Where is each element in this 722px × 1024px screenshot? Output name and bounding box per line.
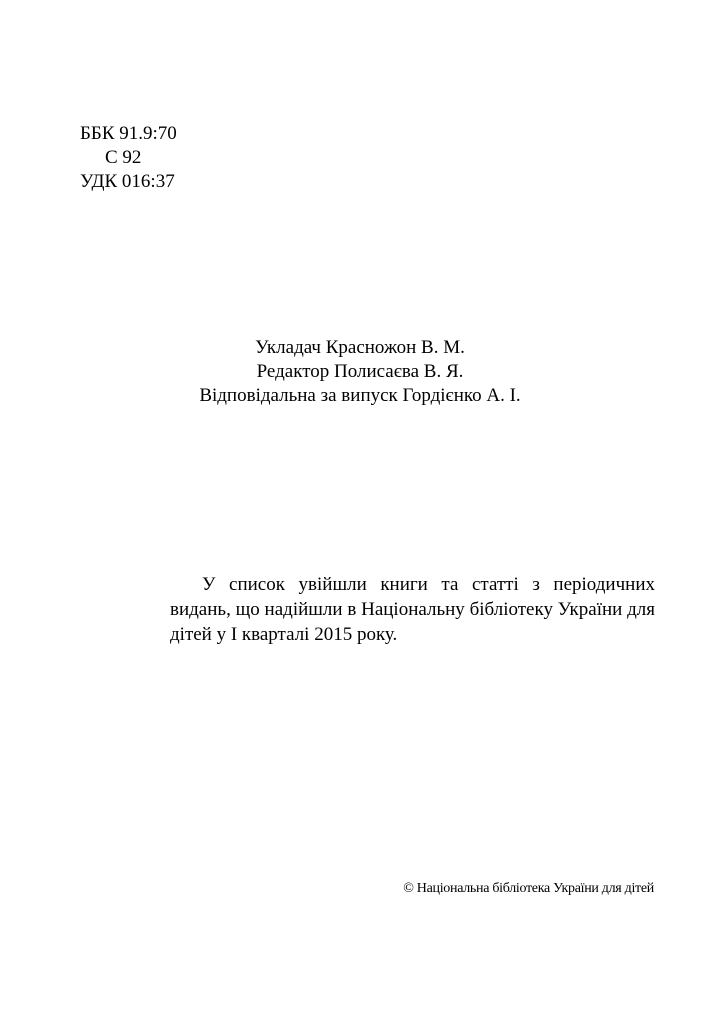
bbk-code: ББК 91.9:70 bbox=[80, 123, 177, 144]
udk-code: УДК 016:37 bbox=[80, 171, 175, 192]
compiler-line: Укладач Красножон В. М. bbox=[255, 337, 465, 358]
responsible-line: Відповідальна за випуск Гордієнко А. І. bbox=[199, 385, 521, 406]
annotation-paragraph: У список увійшли книги та статті з періодичних видань, що надійшли в Національну бібліотеку України для дітей у І кварталі 2015 року. bbox=[170, 574, 655, 645]
copyright-notice: © Національна бібліотека України для дітей bbox=[403, 881, 654, 896]
author-mark: С 92 bbox=[105, 147, 142, 168]
credits-block bbox=[150, 336, 570, 408]
classification-codes bbox=[80, 122, 177, 194]
editor-line: Редактор Полисаєва В. Я. bbox=[256, 361, 464, 382]
